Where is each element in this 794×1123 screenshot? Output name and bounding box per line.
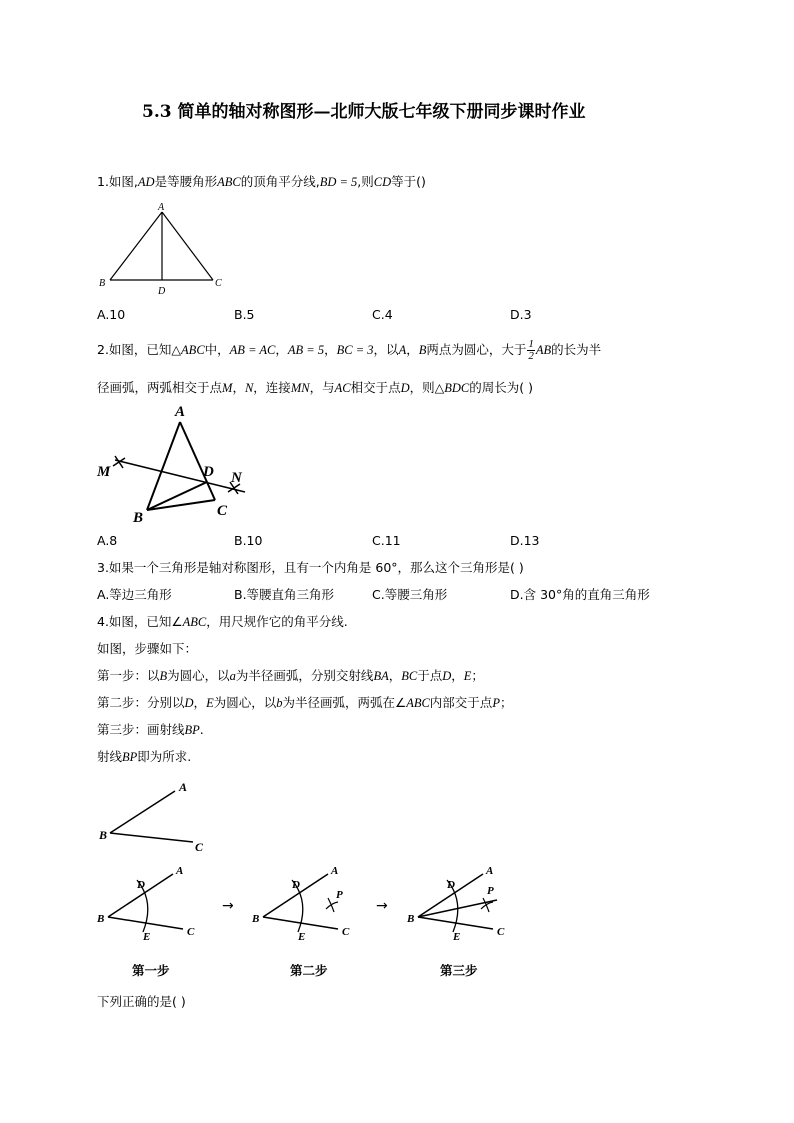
q4-step-1-figure: [95, 862, 205, 942]
question-4-step-3: 第三步：画射线BP.: [97, 722, 204, 737]
q1-label-a: A: [158, 202, 165, 213]
q2-side-ac: [180, 422, 215, 500]
s3-label-a: A: [486, 865, 494, 877]
q4-label-b: B: [99, 828, 108, 842]
q3-option-a[interactable]: A.等边三角形: [97, 587, 172, 602]
q2-option-c[interactable]: C.11: [372, 533, 401, 548]
q1-option-b[interactable]: B.5: [234, 307, 255, 322]
question-4-conclusion: 射线BP即为所求.: [97, 749, 192, 764]
question-1-text: 1.如图,AD是等腰角形ABC的顶角平分线,BD = 5,则CD等于(): [97, 174, 426, 189]
s1-label-c: C: [187, 926, 195, 938]
caption-step-1: 第一步: [132, 963, 170, 978]
q3-option-c[interactable]: C.等腰三角形: [372, 587, 448, 602]
q4-step-3-figure: [405, 862, 515, 942]
q2-label-a: A: [175, 404, 186, 420]
s2-label-d: D: [292, 879, 300, 891]
s3-intersect-arcs: [481, 898, 493, 912]
s1-label-b: B: [97, 913, 105, 925]
s1-label-d: D: [137, 879, 145, 891]
question-2-line-1: 2.如图，已知△ABC中，AB = AC，AB = 5，BC = 3，以A，B两点为圆心，大于 $\frac{1}{2}$ AB的长为半: [97, 338, 602, 362]
s3-label-d: D: [447, 879, 455, 891]
s3-label-b: B: [407, 913, 415, 925]
q1-triangle-figure: [95, 200, 245, 300]
s2-label-a: A: [331, 865, 339, 877]
q2-label-n: N: [231, 470, 242, 486]
q1-option-a[interactable]: A.10: [97, 307, 126, 322]
s1-label-a: A: [176, 865, 184, 877]
q1-side-ac: [162, 212, 213, 280]
q4-ray-bc: [110, 833, 193, 842]
q1-label-d: D: [158, 286, 166, 297]
question-2-line-2: 径画弧，两弧相交于点M，N，连接MN，与AC相交于点D，则△BDC的周长为( ): [97, 380, 533, 395]
q4-angle-abc-figure: [95, 775, 225, 860]
q4-step-2-figure: [250, 862, 360, 942]
q1-option-c[interactable]: C.4: [372, 307, 393, 322]
q2-line-mn: [115, 460, 245, 492]
caption-step-2: 第二步: [290, 963, 328, 978]
q3-option-d[interactable]: D.含 30°角的直角三角形: [510, 587, 650, 602]
question-4-step-2: 第二步：分别以D，E为圆心，以b为半径画弧，两弧在∠ABC内部交于点P；: [97, 695, 513, 710]
s3-label-c: C: [497, 926, 505, 938]
s2-label-b: B: [252, 913, 260, 925]
question-4-intro: 如图，步骤如下：: [97, 641, 198, 656]
caption-step-3: 第三步: [440, 963, 478, 978]
q2-option-a[interactable]: A.8: [97, 533, 118, 548]
q2-option-d[interactable]: D.13: [510, 533, 540, 548]
question-4-line-1: 4.如图，已知∠ABC，用尺规作它的角平分线.: [97, 614, 348, 629]
q1-label-b: B: [99, 278, 106, 289]
s2-label-c: C: [342, 926, 350, 938]
question-4-prompt: 下列正确的是( ): [97, 994, 186, 1009]
q1-label-c: C: [215, 278, 222, 289]
q4-label-c: C: [195, 840, 204, 854]
s1-label-e: E: [143, 931, 151, 943]
q2-label-d: D: [203, 464, 214, 480]
s3-label-p: P: [487, 885, 494, 897]
q2-label-c: C: [217, 503, 228, 519]
q2-triangle-figure: [95, 400, 265, 525]
q1-option-d[interactable]: D.3: [510, 307, 532, 322]
q2-option-b[interactable]: B.10: [234, 533, 263, 548]
s2-label-e: E: [298, 931, 306, 943]
q4-label-a: A: [179, 780, 188, 794]
q3-option-b[interactable]: B.等腰直角三角形: [234, 587, 335, 602]
q2-label-b: B: [133, 510, 144, 526]
arrow-step-1-to-2: →: [222, 898, 234, 914]
s2-label-p: P: [336, 889, 343, 901]
q1-side-ab: [110, 212, 162, 280]
q2-label-m: M: [97, 464, 111, 480]
question-3-text: 3.如果一个三角形是轴对称图形，且有一个内角是 60°，那么这个三角形是( ): [97, 560, 524, 575]
page-title: 5.3 简单的轴对称图形—北师大版七年级下册同步课时作业: [142, 102, 586, 122]
arrow-step-2-to-3: →: [376, 898, 388, 914]
fraction-one-half: $\frac{1}{2}$: [528, 338, 534, 362]
s3-label-e: E: [453, 931, 461, 943]
question-4-step-1: 第一步：以B为圆心，以a为半径画弧，分别交射线BA，BC于点D，E；: [97, 668, 484, 683]
q4-ray-ba: [110, 791, 175, 833]
